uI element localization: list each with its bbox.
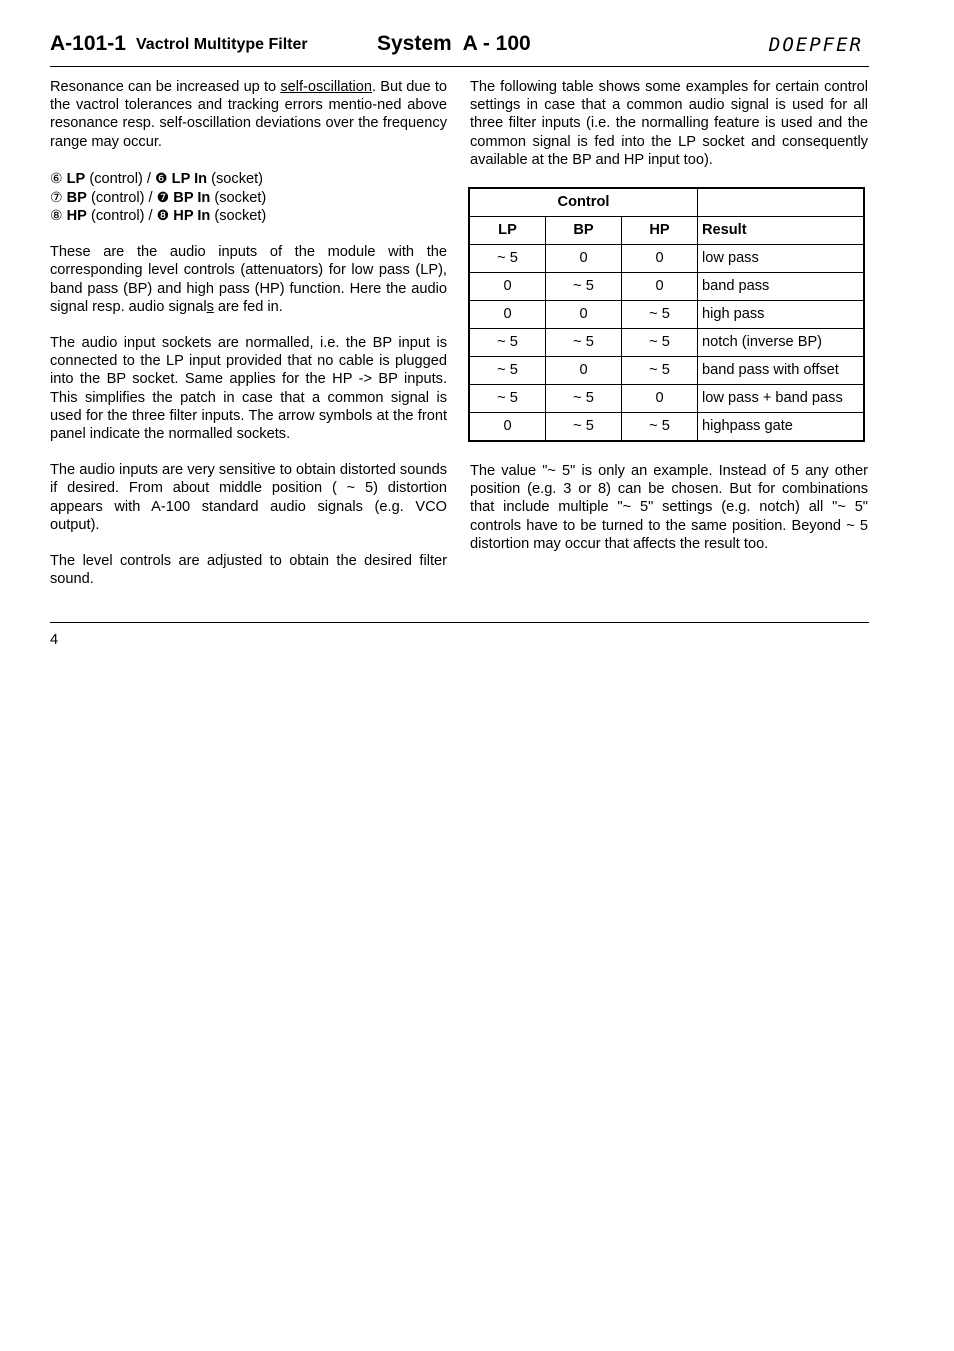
control-name: HP — [66, 208, 87, 225]
distortion-paragraph: The audio inputs are very sensitive to obtain distorted sounds if desired. From about middle position ( ~ 5) distortion appears with A-100 standard audio signals (e.g. VCO output). — [50, 462, 447, 533]
table-cell: notch (inverse BP) — [698, 329, 865, 357]
resonance-text-a: Resonance can be increased up to — [50, 79, 281, 95]
table-cell: ~ 5 — [469, 245, 546, 273]
table-cell: ~ 5 — [622, 301, 698, 329]
footer-divider — [50, 622, 869, 623]
table-cell: 0 — [546, 245, 622, 273]
table-cell: ~ 5 — [622, 329, 698, 357]
table-cell: band pass — [698, 273, 865, 301]
item-number: ⑦ — [50, 188, 63, 205]
page-header — [50, 28, 869, 67]
self-oscillation-link[interactable]: self-oscillation — [280, 79, 372, 95]
right-column — [470, 78, 868, 571]
table-cell: ~ 5 — [469, 357, 546, 385]
table-intro-paragraph: The following table shows some examples for certain control settings in case that a common audio signal is used for all three filter inputs (i.e. the normalling feature is used and the common signal is fed into the LP socket and consequently available at the BP and HP input too). — [470, 79, 868, 168]
control-label: (control) / — [85, 170, 156, 187]
control-name: BP — [66, 189, 87, 206]
control-label: (control) / — [86, 189, 157, 206]
socket-name: HP In — [173, 208, 211, 225]
table-row — [469, 273, 864, 301]
socket-number: ❻ — [155, 169, 168, 186]
column-header: BP — [546, 217, 622, 245]
audio-inputs-paragraph — [50, 243, 447, 316]
resonance-paragraph — [50, 78, 447, 151]
table-header-row — [469, 217, 864, 245]
table-cell: 0 — [469, 301, 546, 329]
table-cell: ~ 5 — [469, 385, 546, 413]
table-row — [469, 301, 864, 329]
table-cell: low pass — [698, 245, 865, 273]
socket-number: ❼ — [156, 188, 170, 205]
table-cell: ~ 5 — [546, 273, 622, 301]
left-column — [50, 78, 447, 606]
socket-number: ❽ — [156, 207, 170, 224]
column-header: Result — [698, 217, 865, 245]
normalled-paragraph: The audio input sockets are normalled, i.e. the BP input is connected to the LP input provided that no cable is plugged into the BP socket. Same applies for the HP -> BP inputs. This simplifies the patch in case that a common signal is used for the three filter inputs. The arrow symbols at the front panel indicate the normalled sockets. — [50, 335, 447, 443]
table-cell: 0 — [546, 357, 622, 385]
control-group-header: Control — [469, 188, 698, 217]
table-cell: ~ 5 — [546, 385, 622, 413]
column-header: LP — [469, 217, 546, 245]
table-group-header-row — [469, 188, 864, 217]
socket-name: LP In — [171, 170, 208, 187]
item-number: ⑧ — [50, 207, 63, 224]
table-cell: 0 — [469, 413, 546, 442]
column-header: HP — [622, 217, 698, 245]
table-cell: 0 — [622, 385, 698, 413]
table-cell: ~ 5 — [622, 413, 698, 442]
table-cell: band pass with offset — [698, 357, 865, 385]
socket-name: BP In — [173, 189, 211, 206]
table-cell: ~ 5 — [546, 329, 622, 357]
system-title: System A - 100 — [377, 32, 531, 55]
audio-inputs-text-a: These are the audio inputs of the module with the corresponding level controls (attenuators) for low pass (LP), band pass (BP) and high pass (HP) function. Here the audio signal resp. audio signal — [50, 244, 447, 315]
table-note-paragraph: The value "~ 5" is only an example. Instead of 5 any other position (e.g. 3 or 8) can be chosen. But for combinations that include multiple "~ 5" settings (e.g. notch) all "~ 5" controls have to be turned to the same position. Beyond ~ 5 distortion may occur that affects the result too. — [470, 463, 868, 552]
socket-label: (socket) — [210, 189, 267, 206]
socket-label: (socket) — [210, 208, 267, 225]
table-cell: 0 — [622, 245, 698, 273]
list-item — [50, 206, 447, 225]
list-item — [50, 188, 447, 207]
table-cell: ~ 5 — [546, 413, 622, 442]
audio-inputs-text-b: are fed in. — [213, 298, 283, 315]
table-cell: 0 — [546, 301, 622, 329]
table-cell: high pass — [698, 301, 865, 329]
table-cell: 0 — [622, 273, 698, 301]
table-cell: 0 — [469, 273, 546, 301]
module-title: Vactrol Multitype Filter — [136, 36, 308, 53]
control-settings-table — [468, 187, 865, 442]
brand-logo: DOEPFER — [768, 34, 863, 56]
table-cell: ~ 5 — [622, 357, 698, 385]
page-number: 4 — [50, 632, 59, 648]
empty-header-cell — [698, 188, 865, 217]
list-item — [50, 169, 447, 188]
manual-page — [50, 28, 869, 648]
control-name: LP — [66, 170, 86, 187]
socket-label: (socket) — [207, 170, 264, 187]
audio-inputs-underlined: s — [206, 298, 214, 315]
item-number: ⑥ — [50, 169, 63, 186]
resonance-text-b: . But due to the vactrol tolerances and tracking errors mentio-ned above resonance resp. self-oscillation deviations over the frequency range may occur. — [50, 79, 447, 150]
table-cell: low pass + band pass — [698, 385, 865, 413]
table-row — [469, 329, 864, 357]
table-cell: highpass gate — [698, 413, 865, 442]
table-row — [469, 357, 864, 385]
table-row — [469, 413, 864, 442]
table-cell: ~ 5 — [469, 329, 546, 357]
control-label: (control) / — [86, 208, 157, 225]
table-row — [469, 385, 864, 413]
control-list — [50, 169, 447, 225]
table-row — [469, 245, 864, 273]
level-controls-paragraph: The level controls are adjusted to obtain the desired filter sound. — [50, 553, 447, 588]
module-number: A-101-1 — [50, 32, 126, 55]
